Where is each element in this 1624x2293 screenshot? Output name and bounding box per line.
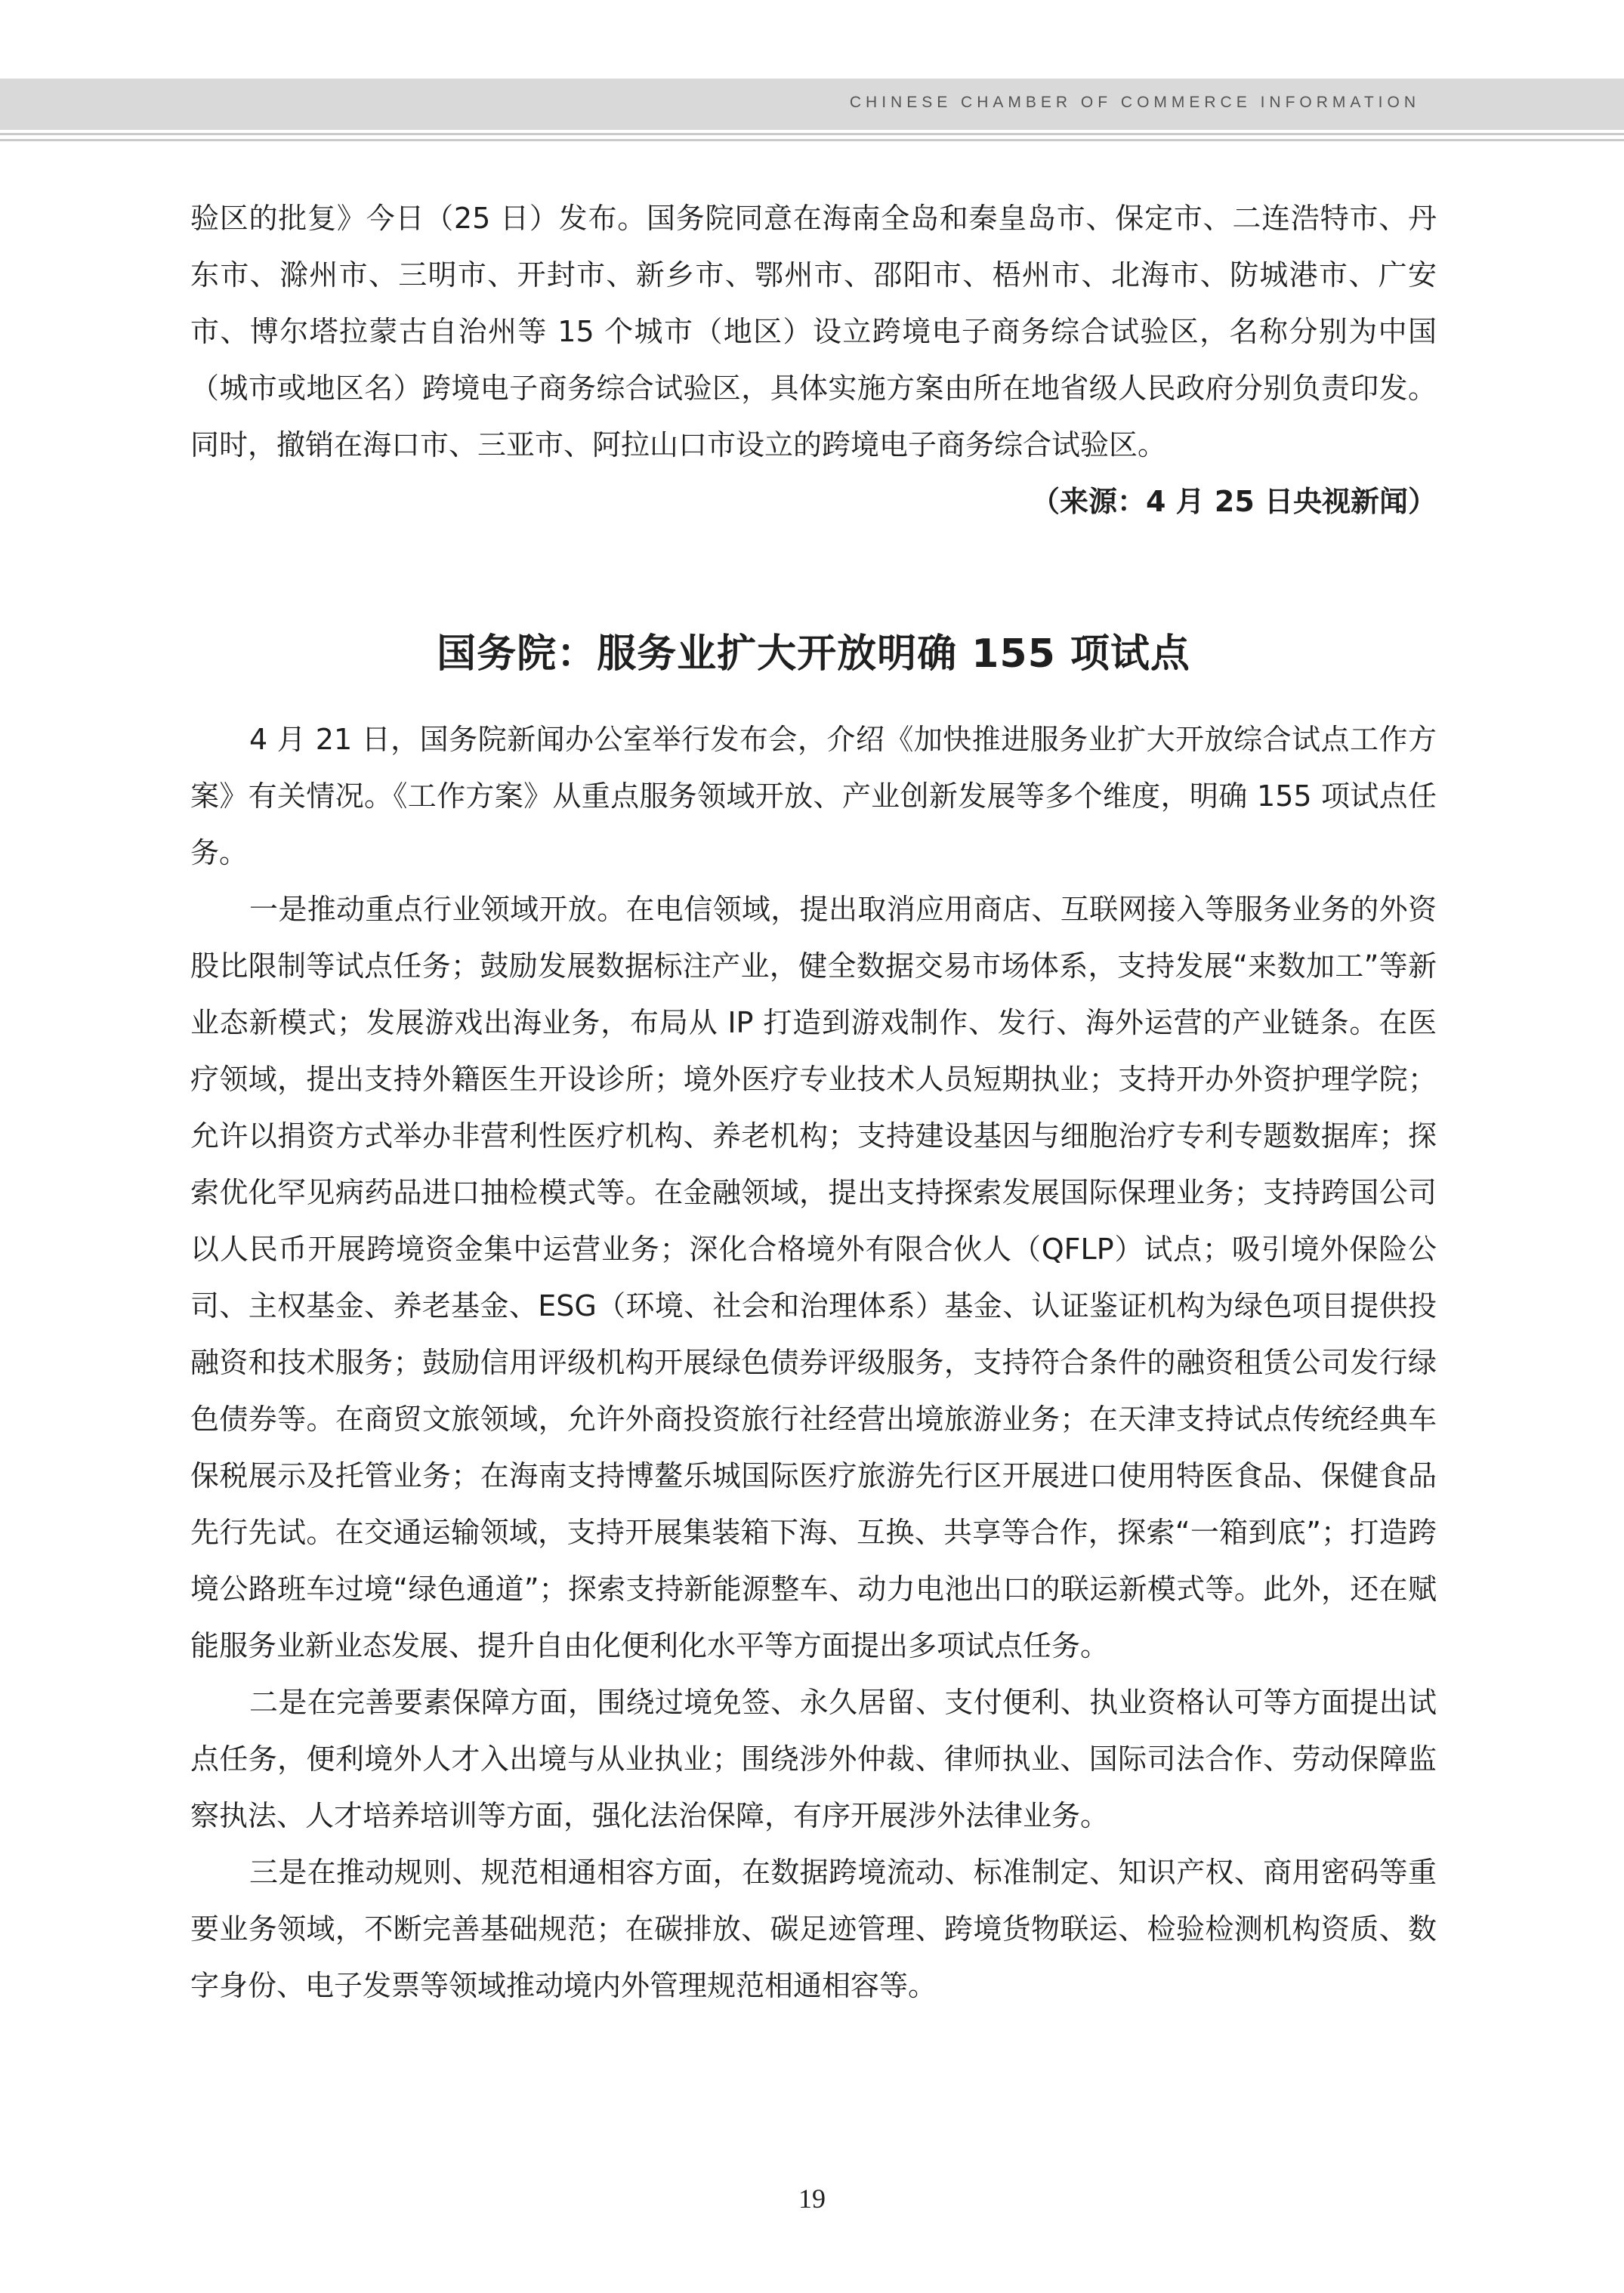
article-paragraph-4: 三是在推动规则、规范相通相容方面，在数据跨境流动、标准制定、知识产权、商用密码等重要业务领域，不断完善基础规范；在碳排放、碳足迹管理、跨境货物联运、检验检测机构资质、数字身份、电子发票等领域推动境内外管理规范相通相容等。 <box>190 1856 1437 2002</box>
continued-paragraph: 验区的批复》今日（25 日）发布。国务院同意在海南全岛和秦皇岛市、保定市、二连浩特市、丹东市、滁州市、三明市、开封市、新乡市、鄂州市、邵阳市、梧州市、北海市、防城港市、广安市、博尔塔拉蒙古自治州等 15 个城市（地区）设立跨境电子商务综合试验区，名称分别为中国（城市或地区名）跨境电子商务综合试验区，具体实施方案由所在地省级人民政府分别负责印发。同时，撤销在海口市、三亚市、阿拉山口市设立的跨境电子商务综合试验区。 <box>190 202 1437 461</box>
article-paragraph-1: 4 月 21 日，国务院新闻办公室举行发布会，介绍《加快推进服务业扩大开放综合试点工作方案》有关情况。《工作方案》从重点服务领域开放、产业创新发展等多个维度，明确 155 项试点任务。 <box>190 723 1437 869</box>
article-paragraph-3: 二是在完善要素保障方面，围绕过境免签、永久居留、支付便利、执业资格认可等方面提出试点任务，便利境外人才入出境与从业执业；围绕涉外仲裁、律师执业、国际司法合作、劳动保障监察执法、人才培养培训等方面，强化法治保障，有序开展涉外法律业务。 <box>190 1686 1437 1832</box>
header-rule-lower <box>0 139 1624 141</box>
page-number: 19 <box>798 2183 826 2214</box>
top-section <box>190 190 1437 530</box>
article-title: 国务院：服务业扩大开放明确 155 项试点 <box>437 631 1190 677</box>
article <box>190 624 1437 2014</box>
source-citation: （来源：4 月 25 日央视新闻） <box>1030 485 1437 518</box>
article-paragraph-2: 一是推动重点行业领域开放。在电信领域，提出取消应用商店、互联网接入等服务业务的外资股比限制等试点任务；鼓励发展数据标注产业，健全数据交易市场体系，支持发展“来数加工”等新业态新模式；发展游戏出海业务，布局从 IP 打造到游戏制作、发行、海外运营的产业链条。在医疗领域，提出支持外籍医生开设诊所；境外医疗专业技术人员短期执业；支持开办外资护理学院；允许以捐资方式举办非营利性医疗机构、养老机构；支持建设基因与细胞治疗专利专题数据库；探索优化罕见病药品进口抽检模式等。在金融领域，提出支持探索发展国际保理业务；支持跨国公司以人民币开展跨境资金集中运营业务；深化合格境外有限合伙人（QFLP）试点；吸引境外保险公司、主权基金、养老基金、ESG（环境、社会和治理体系）基金、认证鉴证机构为绿色项目提供投融资和技术服务；鼓励信用评级机构开展绿色债券评级服务，支持符合条件的融资租赁公司发行绿色债券等。在商贸文旅领域，允许外商投资旅行社经营出境旅游业务；在天津支持试点传统经典车保税展示及托管业务；在海南支持博鳌乐城国际医疗旅游先行区开展进口使用特医食品、保健食品先行先试。在交通运输领域，支持开展集装箱下海、互换、共享等合作，探索“一箱到底”；打造跨境公路班车过境“绿色通道”；探索支持新能源整车、动力电池出口的联运新模式等。此外，还在赋能服务业新业态发展、提升自由化便利化水平等方面提出多项试点任务。 <box>190 893 1437 1662</box>
header-rule-upper <box>0 133 1624 135</box>
running-title: CHINESE CHAMBER OF COMMERCE INFORMATION <box>849 94 1420 111</box>
